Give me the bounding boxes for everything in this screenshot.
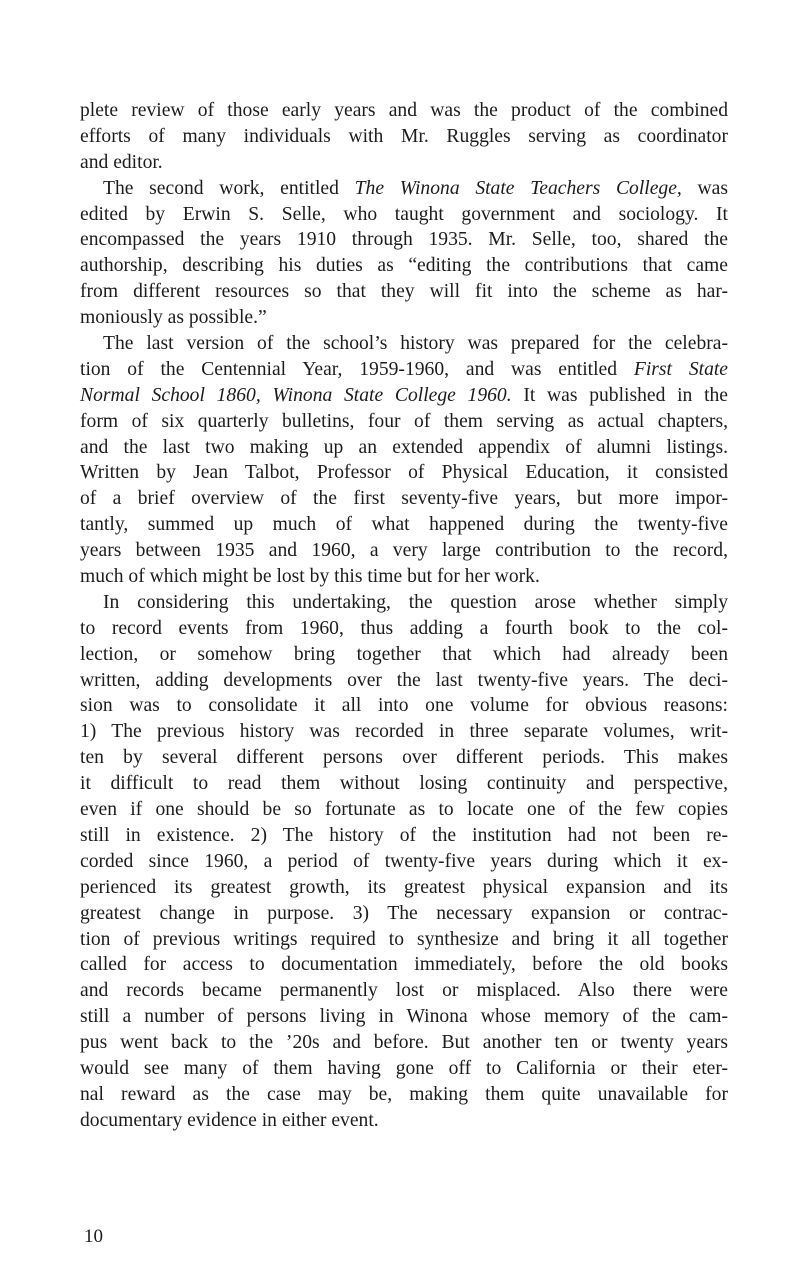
text-run: plete review of those early years and was the product of the combined	[80, 100, 728, 121]
text-line	[80, 98, 728, 124]
text-run: from different resources so that they will fit into the scheme as har-	[80, 281, 728, 303]
italic-title: Normal School 1860, Winona State College 1960.	[80, 384, 512, 406]
text-line	[80, 538, 728, 564]
text-run: called for access to documentation immediately, before the old books	[80, 954, 728, 976]
text-line	[80, 875, 728, 901]
paragraph	[80, 590, 728, 1134]
text-line	[80, 357, 728, 383]
text-run: much of which might be lost by this time but for her work.	[80, 566, 540, 588]
text-run: lection, or somehow bring together that which had already been	[80, 643, 728, 665]
text-run: was	[681, 177, 728, 199]
text-line	[80, 901, 728, 927]
text-run: still a number of persons living in Winona whose memory of the cam-	[80, 1006, 728, 1028]
text-line	[80, 227, 728, 253]
text-run: of a brief overview of the first seventy-five years, but more impor-	[80, 488, 728, 510]
text-line	[80, 564, 728, 590]
text-run: encompassed the years 1910 through 1935. Mr. Selle, too, shared the	[80, 229, 728, 251]
text-line	[80, 176, 728, 202]
text-line	[80, 668, 728, 694]
text-run: would see many of them having gone off to California or their eter-	[80, 1057, 728, 1079]
text-run: documentary evidence in either event.	[80, 1109, 379, 1131]
text-line	[80, 693, 728, 719]
text-run: written, adding developments over the last twenty-five years. The deci-	[80, 669, 728, 691]
text-run: greatest change in purpose. 3) The necessary expansion or contrac-	[80, 902, 728, 924]
text-run: The second work, entitled	[103, 177, 355, 199]
text-run: still in existence. 2) The history of the institution had not been re-	[80, 824, 728, 846]
text-run: to record events from 1960, thus adding a fourth book to the col-	[80, 617, 728, 639]
text-run: and records became permanently lost or misplaced. Also there were	[80, 980, 728, 1002]
text-run: tantly, summed up much of what happened during the twenty-five	[80, 514, 728, 536]
text-line	[80, 849, 728, 875]
text-line	[80, 253, 728, 279]
text-run: tion of the Centennial Year, 1959-1960, and was entitled	[80, 358, 634, 380]
text-line	[80, 409, 728, 435]
text-run: form of six quarterly bulletins, four of them serving as actual chapters,	[80, 410, 728, 432]
text-line	[80, 279, 728, 305]
text-run: and editor.	[80, 151, 163, 173]
text-run: and the last two making up an extended appendix of alumni listings.	[80, 436, 728, 458]
italic-title: First State	[633, 358, 729, 380]
text-run: nal reward as the case may be, making them quite unavailable for	[80, 1083, 728, 1105]
paragraph	[80, 176, 728, 331]
paragraph	[80, 98, 728, 176]
text-line	[80, 305, 728, 331]
text-line	[80, 486, 728, 512]
text-run: It was published in the	[511, 384, 729, 406]
text-line	[80, 460, 728, 486]
text-line	[80, 719, 728, 745]
text-line	[80, 797, 728, 823]
text-line	[80, 952, 728, 978]
text-run: Written by Jean Talbot, Professor of Physical Education, it consisted	[80, 462, 728, 484]
text-run: The last version of the school’s history was prepared for the celebra-	[103, 333, 728, 355]
text-run: efforts of many individuals with Mr. Ruggles serving as coordinator	[80, 125, 728, 147]
text-line	[80, 1056, 728, 1082]
text-run: even if one should be so fortunate as to locate one of the few copies	[80, 799, 728, 821]
italic-title: The Winona State Teachers College,	[354, 177, 682, 199]
text-line	[80, 383, 728, 409]
text-run: ten by several different persons over different periods. This makes	[80, 747, 728, 769]
text-line	[80, 745, 728, 771]
text-run: corded since 1960, a period of twenty-five years during which it ex-	[80, 850, 728, 872]
text-line	[80, 1108, 728, 1134]
text-line	[80, 331, 728, 357]
text-line	[80, 124, 728, 150]
text-line	[80, 823, 728, 849]
text-line	[80, 590, 728, 616]
text-run: it difficult to read them without losing continuity and perspective,	[80, 773, 728, 795]
text-run: edited by Erwin S. Selle, who taught government and sociology. It	[80, 203, 728, 225]
text-line	[80, 978, 728, 1004]
text-run: authorship, describing his duties as “editing the contributions that came	[80, 255, 728, 277]
text-run: pus went back to the ’20s and before. But another ten or twenty years	[80, 1032, 728, 1054]
text-run: 1) The previous history was recorded in three separate volumes, writ-	[80, 721, 728, 743]
text-line	[80, 150, 728, 176]
text-line	[80, 927, 728, 953]
text-line	[80, 1004, 728, 1030]
text-line	[80, 512, 728, 538]
text-line	[80, 642, 728, 668]
text-line	[80, 1030, 728, 1056]
text-line	[80, 616, 728, 642]
text-run: tion of previous writings required to synthesize and bring it all together	[80, 928, 728, 950]
paragraph	[80, 331, 728, 590]
text-line	[80, 1082, 728, 1108]
text-run: years between 1935 and 1960, a very large contribution to the record,	[80, 540, 728, 562]
text-line	[80, 771, 728, 797]
text-run: sion was to consolidate it all into one volume for obvious reasons:	[80, 695, 728, 717]
text-run: perienced its greatest growth, its greatest physical expansion and its	[80, 876, 728, 898]
text-line	[80, 202, 728, 228]
page-number: 10	[84, 1226, 103, 1247]
text-run: moniously as possible.”	[80, 307, 267, 329]
page-body	[80, 98, 728, 1134]
text-run: In considering this undertaking, the question arose whether simply	[103, 591, 728, 613]
text-line	[80, 435, 728, 461]
